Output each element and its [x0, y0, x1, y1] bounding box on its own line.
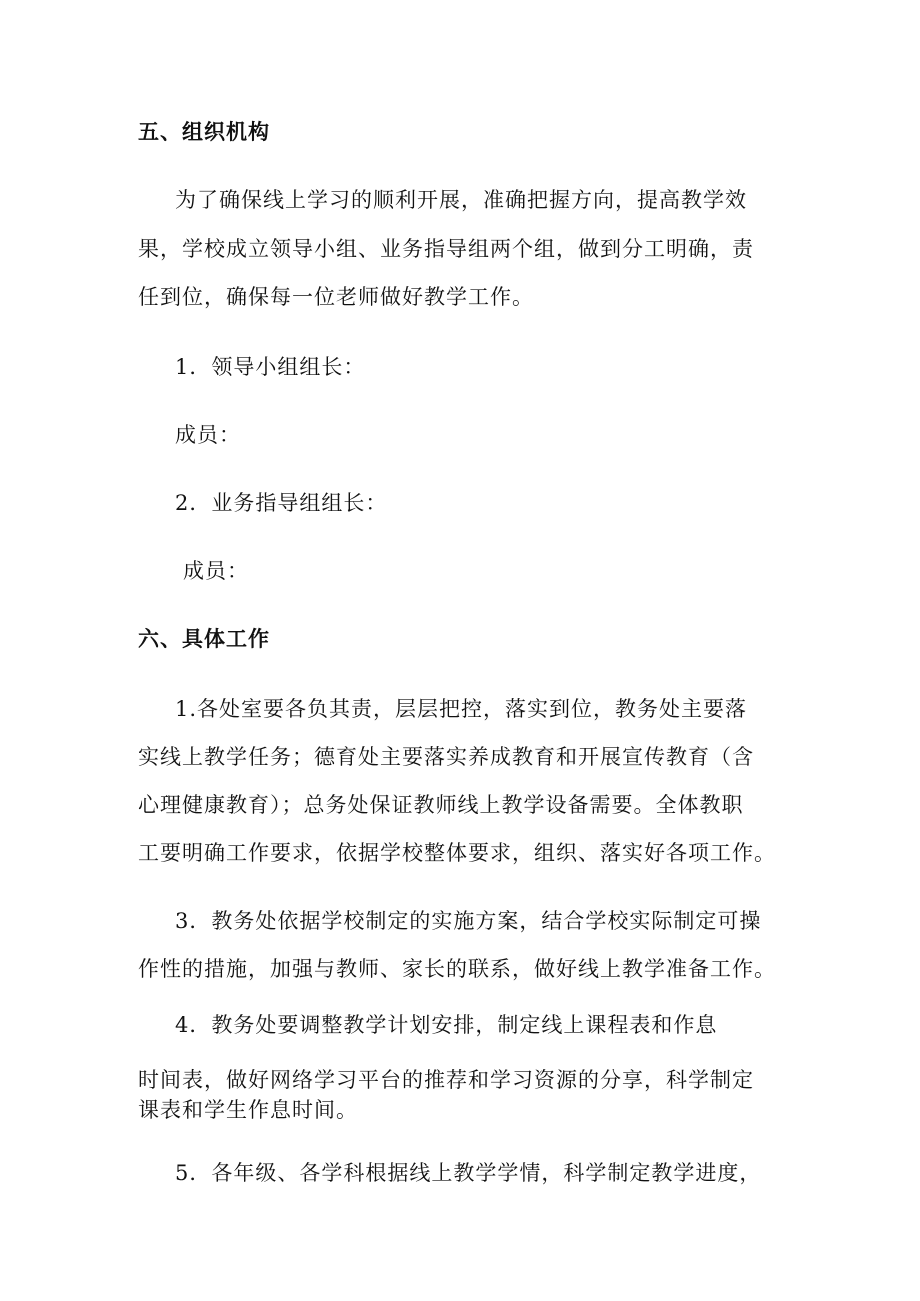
paragraph-line: 4．教务处要调整教学计划安排，制定线上课程表和作息 [175, 1013, 718, 1037]
guidance-group-leader: 2．业务指导组组长： [175, 491, 388, 515]
paragraph-line: 5．各年级、各学科根据线上教学学情，科学制定教学进度， [175, 1161, 762, 1185]
paragraph-line: 1.各处室要各负其责，层层把控，落实到位，教务处主要落 [175, 697, 748, 721]
leadership-group-members: 成员： [175, 423, 241, 447]
paragraph-line: 课表和学生作息时间。 [138, 1098, 358, 1122]
leadership-group-leader: 1．领导小组组长： [175, 355, 366, 379]
section-heading-work: 六、具体工作 [138, 627, 270, 651]
paragraph-line: 作性的措施，加强与教师、家长的联系，做好线上教学准备工作。 [138, 957, 776, 981]
guidance-group-members: 成员： [183, 559, 249, 583]
paragraph-line: 实线上教学任务；德育处主要落实养成教育和开展宣传教育（含 [138, 745, 754, 769]
section-heading-organization: 五、组织机构 [138, 120, 270, 144]
paragraph-line: 工要明确工作要求，依据学校整体要求，组织、落实好各项工作。 [138, 841, 776, 865]
paragraph-line: 为了确保线上学习的顺利开展，准确把握方向，提高教学效 [175, 188, 747, 212]
paragraph-line: 任到位，确保每一位老师做好教学工作。 [138, 285, 534, 309]
paragraph-line: 3．教务处依据学校制定的实施方案，结合学校实际制定可操 [175, 909, 762, 933]
paragraph-line: 果，学校成立领导小组、业务指导组两个组，做到分工明确，责 [138, 237, 754, 261]
paragraph-line: 时间表，做好网络学习平台的推荐和学习资源的分享，科学制定 [138, 1068, 754, 1092]
paragraph-line: 心理健康教育）；总务处保证教师线上教学设备需要。全体教职 [138, 793, 744, 817]
